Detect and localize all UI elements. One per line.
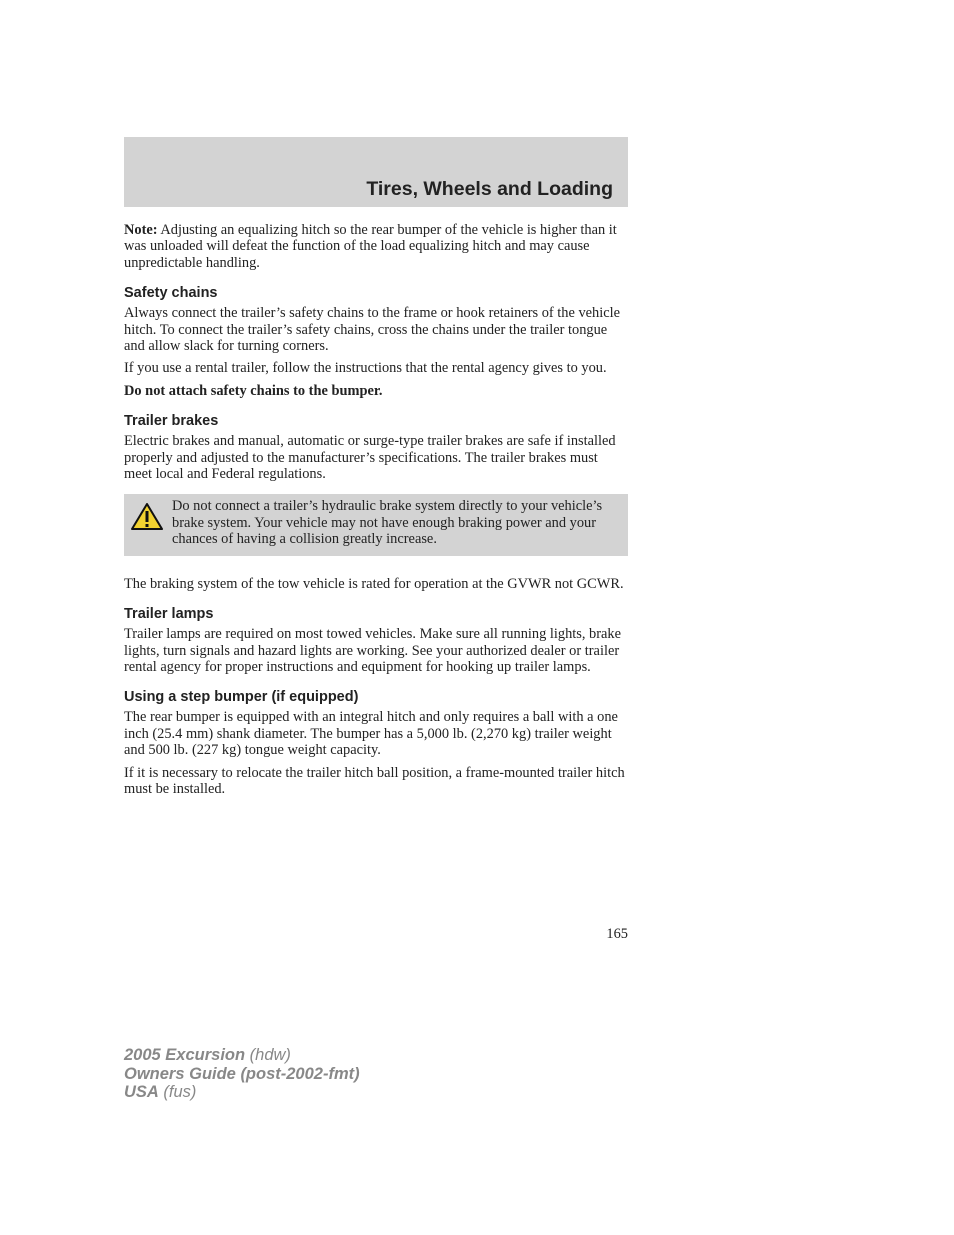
trailer-lamps-paragraph: Trailer lamps are required on most towed vehicles. Make sure all running lights, brake lights, turn signals and hazard lights are working. See your authorized dealer or trailer rental agency for proper instructions and equipment for hooking up trailer lamps. [124,626,622,675]
note-label: Note: [124,222,158,238]
document-footer [124,1046,360,1102]
trailer-brakes-paragraph-1: Electric brakes and manual, automatic or surge-type trailer brakes are safe if installed properly and adjusted to the manufacturer’s specifications. The trailer brakes must meet local and Federal regulations. [124,433,616,483]
footer-model-code: (hdw) [245,1046,291,1064]
page-number: 165 [606,926,628,942]
footer-market: USA [124,1083,159,1101]
warning-text: Do not connect a trailer’s hydraulic brake system directly to your vehicle’s brake system. Your vehicle may not have enough braking power and your chances of having a collision greatly increase. [172,498,603,548]
heading-step-bumper: Using a step bumper (if equipped) [124,689,359,706]
step-bumper-paragraph-1: The rear bumper is equipped with an integral hitch and only requires a ball with a one inch (25.4 mm) shank diameter. The bumper has a 5,000 lb. (2,270 kg) trailer weight and 500 lb. (227 kg) tongue weight capacity. [124,709,618,759]
safety-chains-warning-text [124,383,628,399]
footer-market-code: (fus) [158,1083,197,1101]
safety-chains-bold-text: Do not attach safety chains to the bumper. [124,382,383,399]
footer-guide: Owners Guide (post-2002-fmt) [124,1064,360,1083]
footer-line-2 [124,1065,360,1084]
section-header [124,137,628,207]
warning-box [124,494,628,555]
safety-chains-paragraph-2: If you use a rental trailer, follow the instructions that the rental agency gives to you. [124,360,607,377]
heading-safety-chains: Safety chains [124,285,218,302]
footer-line-1 [124,1046,360,1065]
footer-line-3 [124,1083,360,1102]
note-text: Adjusting an equalizing hitch so the rear bumper of the vehicle is higher than it was unloaded will defeat the function of the load equalizing hitch and may cause unpredictable handling. [124,222,617,271]
trailer-brakes-paragraph-2: The braking system of the tow vehicle is rated for operation at the GVWR not GCWR. [124,575,624,592]
heading-trailer-lamps: Trailer lamps [124,606,214,623]
warning-triangle-icon [130,502,164,532]
step-bumper-paragraph-2: If it is necessary to relocate the trailer hitch ball position, a frame-mounted trailer hitch must be installed. [124,764,625,797]
note-paragraph [124,222,628,271]
section-title: Tires, Wheels and Loading [366,178,613,200]
safety-chains-paragraph-1: Always connect the trailer’s safety chains to the frame or hook retainers of the vehicle hitch. To connect the trailer’s safety chains, cross the chains under the trailer tongue and allow slack for turning corners. [124,305,621,355]
heading-trailer-brakes: Trailer brakes [124,413,219,430]
footer-model: 2005 Excursion [124,1046,246,1064]
page-content [124,222,628,803]
